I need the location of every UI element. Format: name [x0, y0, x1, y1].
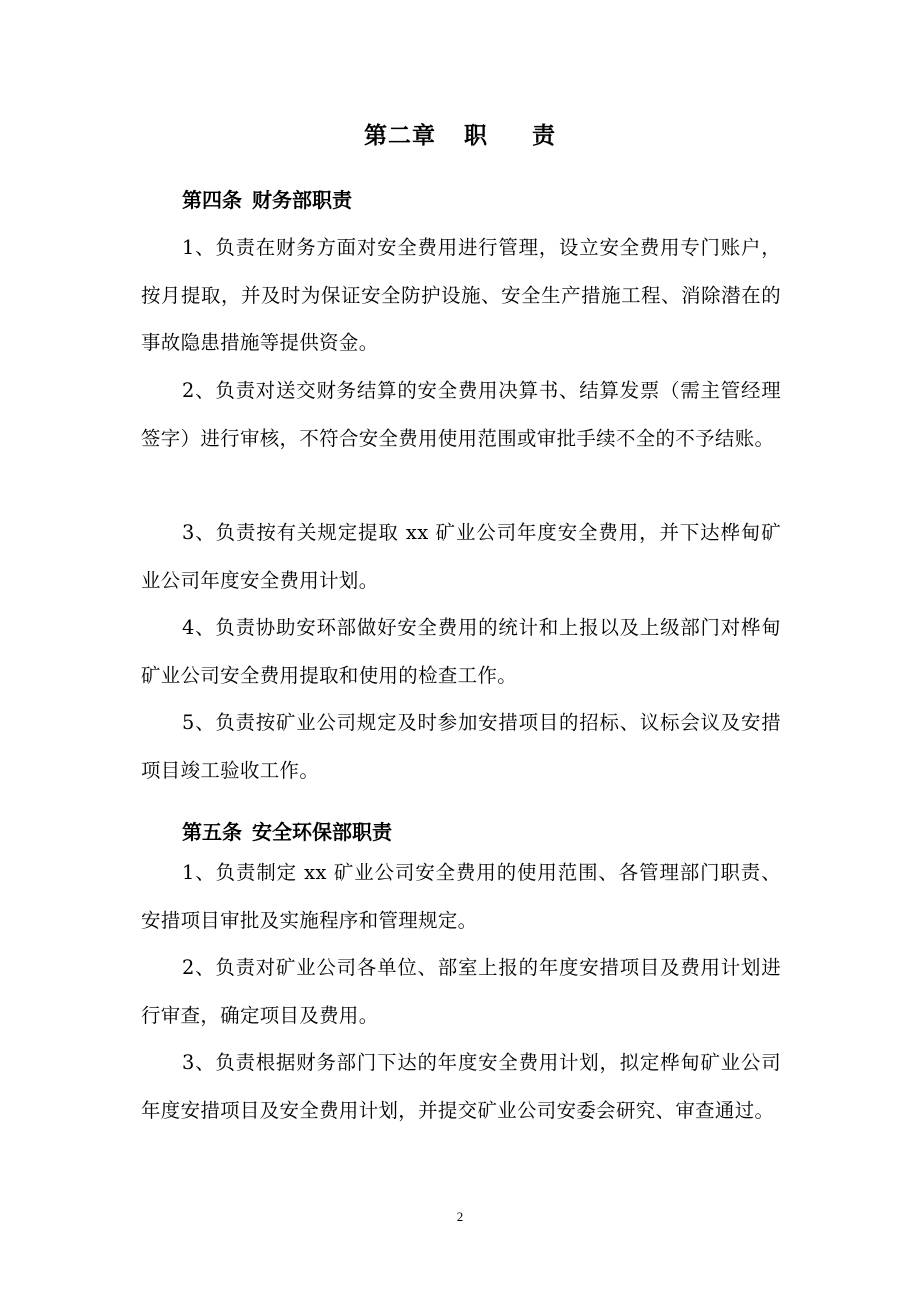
article-4-heading — [182, 184, 352, 213]
article-5-heading — [182, 816, 392, 845]
article-5-title: 安全环保部职责 — [252, 820, 392, 844]
article-5-item-3: 3、负责根据财务部门下达的年度安全费用计划，拟定桦甸矿业公司年度安措项目及安全费用计划，并提交矿业公司安委会研究、审查通过。 — [141, 1051, 781, 1122]
chapter-title-char-1: 职 — [464, 122, 488, 149]
article-5-label: 第五条 — [182, 820, 242, 844]
article-4-label: 第四条 — [182, 188, 242, 212]
article-5-item-1: 1、负责制定 xx 矿业公司安全费用的使用范围、各管理部门职责、安措项目审批及实施程序和管理规定。 — [141, 861, 781, 932]
article-4-item-2: 2、负责对送交财务结算的安全费用决算书、结算发票（需主管经理签字）进行审核，不符合安全费用使用范围或审批手续不全的不予结账。 — [141, 379, 781, 450]
page-number: 2 — [456, 1209, 464, 1224]
chapter-title-char-2: 责 — [532, 122, 557, 149]
chapter-title — [0, 117, 920, 150]
article-4-item-4: 4、负责协助安环部做好安全费用的统计和上报以及上级部门对桦甸矿业公司安全费用提取和使用的检查工作。 — [141, 616, 781, 687]
chapter-number: 第二章 — [363, 122, 436, 149]
article-4-item-5: 5、负责按矿业公司规定及时参加安措项目的招标、议标会议及安措项目竣工验收工作。 — [141, 711, 781, 782]
article-5-item-2: 2、负责对矿业公司各单位、部室上报的年度安措项目及费用计划进行审查，确定项目及费用。 — [141, 956, 781, 1027]
article-4-item-3: 3、负责按有关规定提取 xx 矿业公司年度安全费用，并下达桦甸矿业公司年度安全费用计划。 — [141, 521, 781, 592]
article-4-item-1: 1、负责在财务方面对安全费用进行管理，设立安全费用专门账户，按月提取，并及时为保证安全防护设施、安全生产措施工程、消除潜在的事故隐患措施等提供资金。 — [141, 236, 781, 354]
article-4-title: 财务部职责 — [252, 188, 352, 212]
